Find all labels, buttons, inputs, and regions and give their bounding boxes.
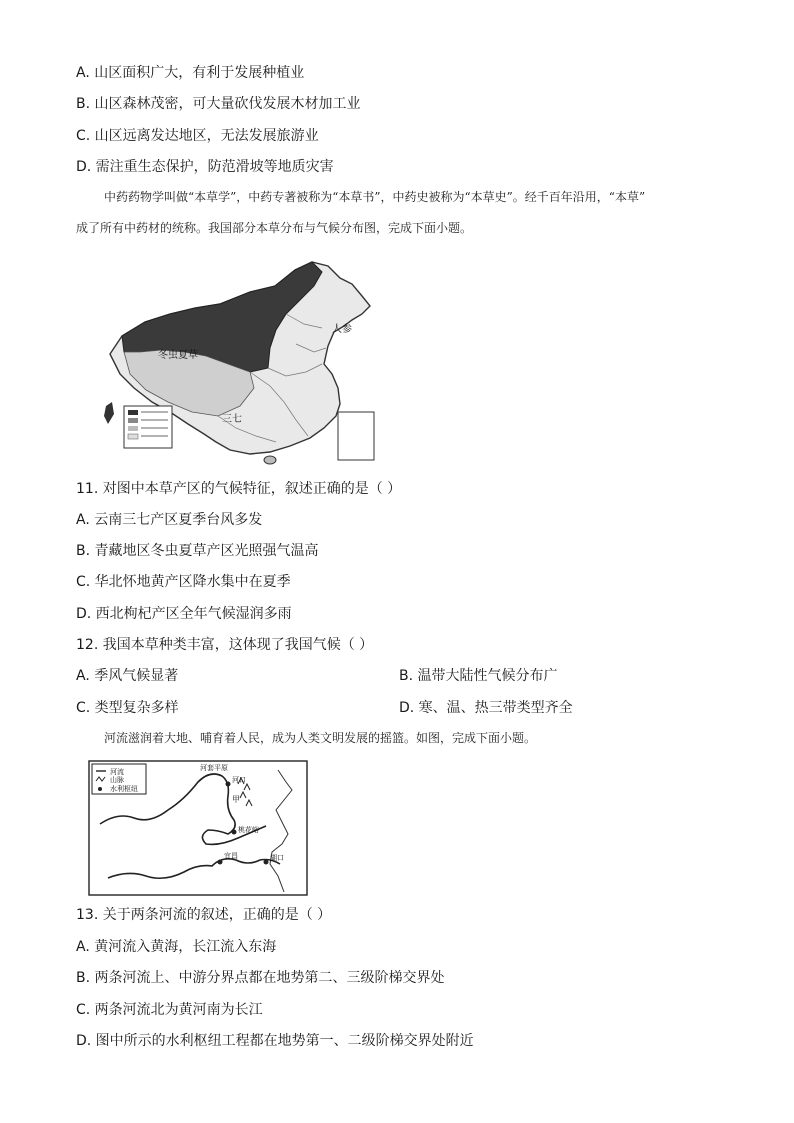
q10-option-c: C. 山区远离发达地区，无法发展旅游业 [76, 128, 319, 144]
legend-river: 河流 [110, 769, 124, 776]
label-hetao: 河套平原 [200, 765, 228, 772]
q11-option-b: B. 青藏地区冬虫夏草产区光照强气温高 [76, 543, 319, 559]
q10-option-a: A. 山区面积广大，有利于发展种植业 [76, 65, 305, 81]
label-yichang: 宜昌 [224, 853, 238, 860]
q12-option-b: B. 温带大陆性气候分布广 [399, 668, 558, 684]
q12-stem: 12. 我国本草种类丰富，这体现了我国气候（ ） [76, 637, 374, 653]
intro-paragraph-1-line-2: 成了所有中药材的统称。我国部分本草分布与气候分布图，完成下面小题。 [76, 221, 473, 235]
label-sanqi: 三七 [222, 414, 242, 425]
q13-stem: 13. 关于两条河流的叙述，正确的是（ ） [76, 907, 332, 923]
rivers-map [88, 760, 308, 896]
label-hekou: 河口 [232, 777, 246, 784]
hainan-island [264, 456, 276, 464]
herb-climate-map [100, 256, 390, 468]
hub-hekou [226, 782, 231, 787]
q10-option-b: B. 山区森林茂密，可大量砍伐发展木材加工业 [76, 96, 361, 112]
rivers-map-svg [88, 760, 308, 896]
hub-taohuayu [232, 830, 237, 835]
q12-option-c: C. 类型复杂多样 [76, 700, 179, 716]
hub-hukou [264, 860, 269, 865]
south-china-sea-inset [338, 412, 374, 460]
q13-option-c: C. 两条河流北为黄河南为长江 [76, 1002, 263, 1018]
intro-paragraph-2: 河流滋润着大地、哺育着人民，成为人类文明发展的摇篮。如图，完成下面小题。 [104, 731, 537, 745]
q11-option-c: C. 华北怀地黄产区降水集中在夏季 [76, 574, 291, 590]
q12-option-d: D. 寒、温、热三带类型齐全 [399, 700, 573, 716]
q13-option-a: A. 黄河流入黄海，长江流入东海 [76, 939, 277, 955]
q12-option-a: A. 季风气候显著 [76, 668, 179, 684]
label-taohuayu: 桃花峪 [238, 827, 259, 834]
q11-option-a: A. 云南三七产区夏季台风多发 [76, 512, 263, 528]
q10-option-d: D. 需注重生态保护，防范滑坡等地质灾害 [76, 159, 334, 175]
label-renshen: 人参 [332, 324, 352, 335]
q11-option-d: D. 西北枸杞产区全年气候湿润多雨 [76, 606, 292, 622]
legend-mountain: 山脉 [110, 777, 124, 784]
label-jia: 甲 [232, 795, 240, 804]
label-dongchong: 冬虫夏草 [158, 350, 198, 361]
intro-paragraph-1-line-1: 中药药物学叫做“本草学”，中药专著被称为“本草书”，中药史被称为“本草史”。经千百年沿用，“本草” [104, 190, 646, 204]
hub-yichang [218, 860, 223, 865]
q13-option-d: D. 图中所示的水利枢纽工程都在地势第一、二级阶梯交界处附近 [76, 1033, 474, 1049]
q11-stem: 11. 对图中本草产区的气候特征，叙述正确的是（ ） [76, 481, 402, 497]
q13-option-b: B. 两条河流上、中游分界点都在地势第二、三级阶梯交界处 [76, 970, 445, 986]
herb-climate-map-svg [100, 256, 390, 468]
legend-hub: 水利枢纽 [110, 786, 138, 793]
label-hukou: 湖口 [270, 855, 284, 862]
